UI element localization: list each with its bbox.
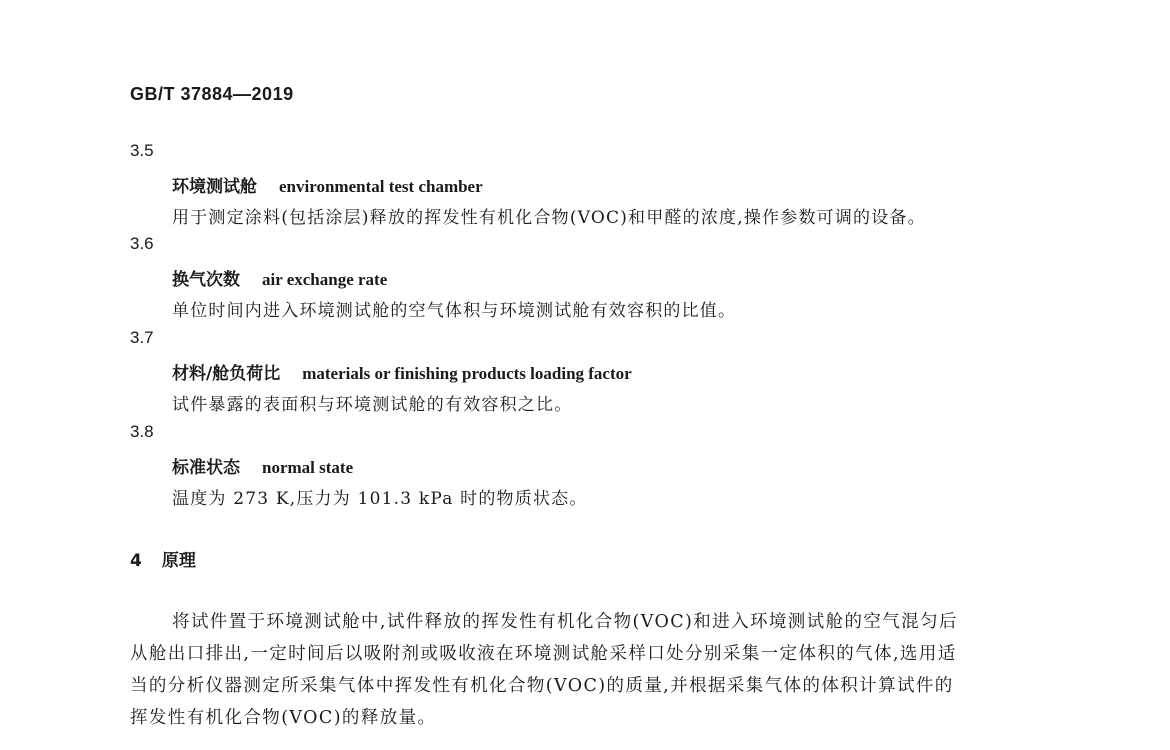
- entry-definition: 温度为 273 K,压力为 101.3 kPa 时的物质状态。: [172, 489, 588, 509]
- standard-number-header: GB/T 37884—2019: [130, 84, 294, 104]
- entry-number: 3.6: [130, 234, 154, 253]
- term-english: air exchange rate: [262, 270, 388, 289]
- section-number: 4: [130, 551, 142, 571]
- term-chinese: 标准状态: [172, 458, 240, 478]
- term-chinese: 换气次数: [172, 270, 240, 290]
- paragraph-line: 当的分析仪器测定所采集气体中挥发性有机化合物(VOC)的质量,并根据采集气体的体积计算试件的: [130, 676, 954, 696]
- term-chinese: 环境测试舱: [172, 177, 257, 197]
- paragraph-line: 挥发性有机化合物(VOC)的释放量。: [130, 708, 437, 728]
- entry-term: [172, 453, 353, 478]
- term-english: materials or finishing products loading factor: [302, 364, 632, 383]
- entry-definition: 用于测定涂料(包括涂层)释放的挥发性有机化合物(VOC)和甲醛的浓度,操作参数可调的设备。: [172, 208, 926, 228]
- term-english: normal state: [262, 458, 354, 477]
- entry-definition: 单位时间内进入环境测试舱的空气体积与环境测试舱有效容积的比值。: [172, 301, 737, 321]
- entry-number: 3.5: [130, 141, 154, 160]
- entry-definition: 试件暴露的表面积与环境测试舱的有效容积之比。: [172, 395, 573, 415]
- entry-number: 3.8: [130, 422, 154, 441]
- term-english: environmental test chamber: [279, 177, 483, 196]
- entry-number: 3.7: [130, 328, 154, 347]
- section-heading: [130, 546, 196, 571]
- entry-term: [172, 172, 483, 197]
- entry-term: [172, 359, 632, 384]
- paragraph-line: 将试件置于环境测试舱中,试件释放的挥发性有机化合物(VOC)和进入环境测试舱的空气混匀后: [172, 612, 958, 632]
- section-title: 原理: [161, 551, 196, 571]
- term-chinese: 材料/舱负荷比: [172, 364, 281, 384]
- entry-term: [172, 265, 387, 290]
- paragraph-line: 从舱出口排出,一定时间后以吸附剂或吸收液在环境测试舱采样口处分别采集一定体积的气体,选用适: [130, 644, 957, 664]
